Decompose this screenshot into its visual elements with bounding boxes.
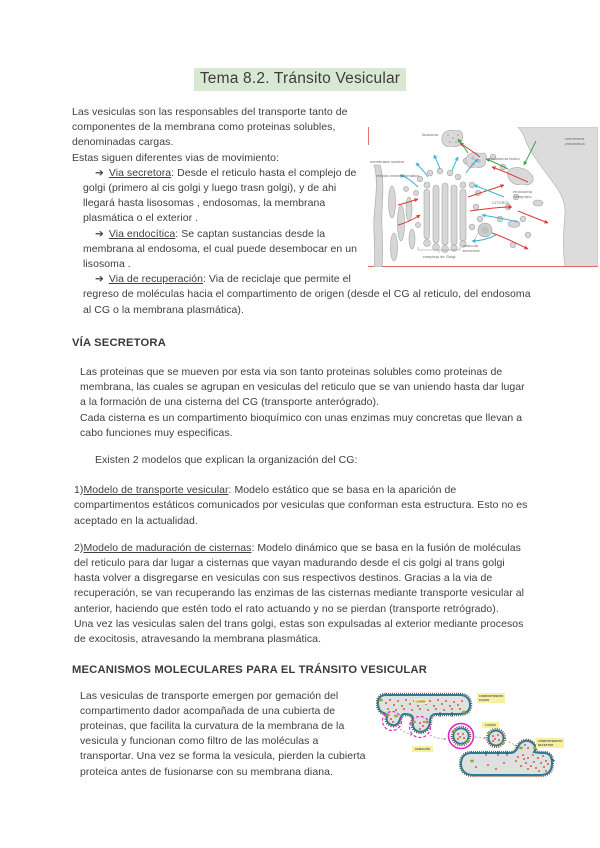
arrow-icon: ➔	[95, 227, 104, 240]
late-endosome-label: endosoma tardío	[489, 156, 520, 161]
secretory-vesicle	[478, 223, 492, 237]
receptor-label: COMPARTIMENTO RECEPTOR	[538, 739, 563, 747]
donor-label: COMPARTIMENTO DADOR	[479, 694, 504, 702]
via-recuperacion-term: Via de recuperación	[108, 273, 203, 286]
via-endocitica-term: Via endocítica	[108, 227, 176, 240]
cell-transport-diagram	[368, 127, 598, 267]
lumen-label: LUMEN	[415, 700, 426, 704]
intro-section	[72, 105, 585, 318]
secretora-paragraph-3: Existen 2 modelos que explican la organización del CG:	[95, 454, 358, 467]
cell-transport-figure	[368, 127, 598, 267]
gemacion-label: GEMACIÓN	[414, 747, 431, 751]
mecanismos-section	[72, 689, 563, 795]
page-title: Tema 8.2. Tránsito Vesicular	[194, 68, 406, 91]
cytosol-label: CITOSOL	[492, 200, 510, 205]
via-recuperacion-text: : Via de reciclaje que permite el regreso de moléculas hacia el compartimento de origen (desde el CG al reticulo, del endosoma al CG o la membrana plasmática).	[83, 273, 531, 316]
late-endosome	[466, 153, 487, 168]
vesicle-budding-diagram	[376, 691, 572, 787]
model-2-paragraph	[74, 541, 532, 647]
lysosome-label: lisosoma	[421, 132, 438, 137]
model-2-text: : Modelo dinámico que se basa en la fusión de moléculas del reticulo para dar lugar a cisternas que vayan madurando desde el cis golgi al trans golgi hasta volver a disgregarse en vesiculas con sus respectivos destinos. Gracias a la via de recuperación, se van recuperando las enzimas de las cisternas mediante transporte vesicular al anterior, haciendo que estén todo el rato actuando y no se pierdan (transporte retrógrado).	[74, 541, 525, 615]
secretora-paragraph-2: Cada cisterna es un compartimento bioquímico con unas enzimas muy concretas que llevan a cabo funciones muy especificas.	[80, 411, 523, 439]
er-label: retículo endoplasmático	[376, 173, 420, 178]
via-secretora-term: Via secretora	[108, 166, 172, 179]
arrow-icon: ➔	[95, 273, 104, 286]
model-1-term: Modelo de transporte vesicular	[83, 484, 229, 497]
nuclear-membrane-label: membrana nuclear	[370, 159, 405, 164]
page-content	[0, 91, 600, 795]
model-1-number: 1)	[74, 484, 84, 497]
mecanismos-paragraph: Las vesiculas de transporte emergen por gemación del compartimento dador acompañada de una cubierta de proteinas, que facilita la curvatura de la membrana de la vesicula y funcionan como filtro de las moléculas a transportar. Una vez se forma la vesicula, pierden la cubierta proteica antes de fusionarse con su membrana diana.	[80, 689, 366, 778]
golgi-label: complejo de Golgi	[422, 254, 456, 259]
secretory-vesicle-label: vesícula secretora	[462, 243, 480, 253]
secretora-paragraph-1: Las proteinas que se mueven por esta via son tanto proteinas solubles como proteinas de membrana, las cuales se agrupan en vesiculas del reticulo que se van uniendo hasta dar lugar a la formación de una cisterna del CG (transporte anterógrado).	[80, 366, 525, 409]
model-1-paragraph	[74, 483, 532, 529]
plasma-membrane-label: membrana plasmática	[564, 136, 585, 146]
fusion-label: FUSIÓN	[485, 723, 496, 727]
via-secretora-text: : Desde el reticulo hasta el complejo de golgi (primero al cis golgi y luego trasn golgi), y de ahi llegará hasta lisosomas , endosomas, la membrana plasmática o el exterior .	[83, 166, 357, 225]
lysosome	[442, 130, 463, 146]
via-endocitica-text: : Se captan sustancias desde la membrana al endosoma, el cual puede desembocar en un lisosoma .	[83, 227, 358, 271]
model-1-text: : Modelo estático que se basa en la aparición de compartimentos estáticos comunicados por vesiculas que conforman esta estructura. Esto no es aceptado en la actualidad.	[74, 484, 528, 527]
heading-via-secretora: VÍA SECRETORA	[72, 336, 166, 349]
model-2-term: Modelo de maduración de cisternas	[83, 541, 252, 554]
vesicle-budding-figure	[376, 691, 572, 787]
model-2-extra: Una vez las vesiculas salen del trans golgi, estas son expulsadas al exterior mediante procesos de exocitosis, atravesando la membrana plasmática.	[74, 617, 524, 646]
model-2-main	[74, 541, 532, 617]
model-2-number: 2)	[74, 541, 84, 554]
arrow-icon: ➔	[95, 166, 104, 179]
early-endosome-label: endosoma temprano	[512, 189, 532, 199]
title-row	[0, 0, 600, 91]
intro-paragraph-2: Estas siguen diferentes vias de movimiento:	[72, 151, 280, 164]
heading-mecanismos: MECANISMOS MOLECULARES PARA EL TRÁNSITO VESICULAR	[72, 664, 427, 677]
intro-paragraph-1: Las vesiculas son las responsables del transporte tanto de componentes de la membrana como proteinas solubles, denominadas cargas.	[72, 106, 348, 149]
via-recuperacion-item	[72, 272, 532, 318]
